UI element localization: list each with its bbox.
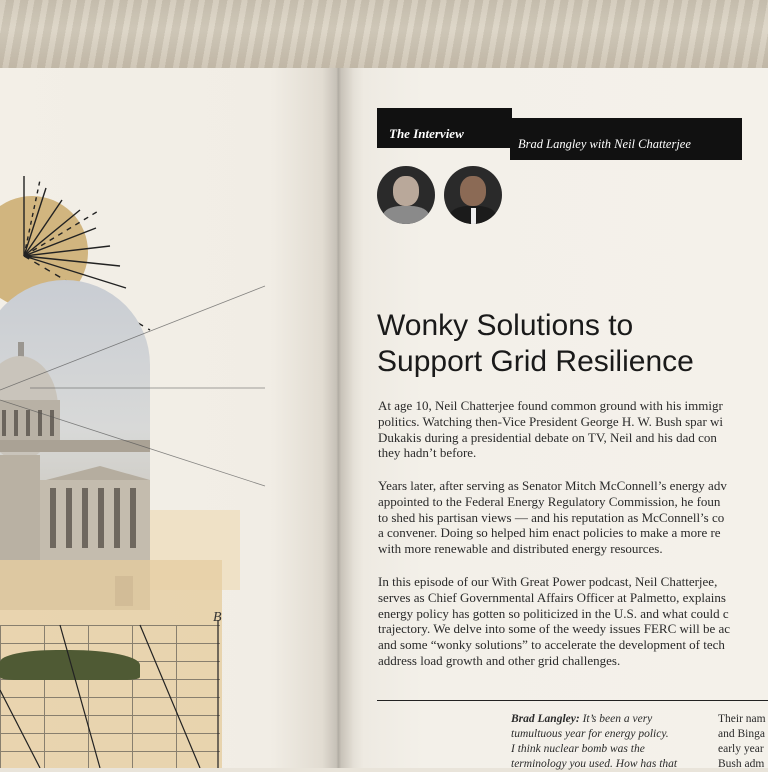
paragraph-line: and some “wonky solutions” to accelerate the development of tech	[378, 637, 725, 653]
interview-line: terminology you used. How has that	[511, 758, 678, 770]
interview-line: Bush adm	[718, 758, 765, 770]
headline-line-1: Wonky Solutions to	[377, 309, 634, 342]
paragraph-line: appointed to the Federal Energy Regulatory Commission, he foun	[378, 493, 721, 509]
avatar-neil-chatterjee	[444, 166, 502, 224]
grid-label: B	[213, 610, 222, 625]
avatar-face	[393, 176, 419, 206]
divider	[377, 700, 768, 701]
byline-text: Brad Langley with Neil Chatterjee	[518, 137, 691, 151]
paragraph-line: to shed his partisan views — and his reputation as McConnell’s co	[378, 509, 725, 525]
headline-line-2: Support Grid Resilience	[377, 345, 694, 378]
paragraph-line: trajectory. We delve into some of the weedy issues FERC will be ac	[378, 621, 731, 637]
diagonal-lines	[0, 280, 340, 768]
paragraph-line: with more renewable and distributed energy resources.	[378, 541, 663, 557]
paragraph-line: In this episode of our With Great Power podcast, Neil Chatterjee,	[378, 574, 718, 589]
interview-line	[511, 712, 691, 727]
avatar-face	[460, 176, 486, 206]
byline-box	[510, 118, 742, 160]
paragraph-line: Years later, after serving as Senator Mitch McConnell’s energy adv	[378, 478, 727, 493]
paragraph-1	[378, 398, 768, 461]
interview-column-1	[511, 712, 691, 772]
paragraph-line: At age 10, Neil Chatterjee found common ground with his immigr	[378, 398, 723, 413]
section-tag-label: The Interview	[389, 126, 464, 141]
paragraph-2	[378, 478, 768, 557]
section-tag	[377, 108, 512, 148]
avatar-tie	[471, 208, 476, 224]
desk-surface	[0, 0, 768, 72]
paragraph-line: energy policy has gotten so politicized in the U.S. and what could c	[378, 605, 729, 621]
interview-line: tumultuous year for energy policy.	[511, 728, 669, 740]
interview-column-2	[718, 712, 768, 772]
interview-line: I think nuclear bomb was the	[511, 743, 645, 755]
avatar-shirt	[383, 206, 429, 224]
headline	[377, 308, 768, 380]
paragraph-line: politics. Watching then-Vice President George H. W. Bush spar wi	[378, 413, 724, 429]
interview-text: It’s been a very	[579, 713, 653, 725]
interview-line: early year	[718, 743, 764, 755]
interview-speaker: Brad Langley:	[511, 713, 580, 725]
interview-line: Their nam	[718, 713, 766, 725]
paragraph-3	[378, 574, 768, 669]
paragraph-line: they hadn’t before.	[378, 445, 477, 461]
avatar-brad-langley	[377, 166, 435, 224]
paragraph-line: a convener. Doing so helped him enact policies to make a more re	[378, 525, 721, 541]
paragraph-line: serves as Chief Governmental Affairs Officer at Palmetto, explains	[378, 589, 726, 605]
paragraph-line: Dukakis during a presidential debate on TV, Neil and his dad con	[378, 429, 717, 445]
paragraph-line: address load growth and other grid challenges.	[378, 652, 621, 668]
interview-line: and Binga	[718, 728, 765, 740]
